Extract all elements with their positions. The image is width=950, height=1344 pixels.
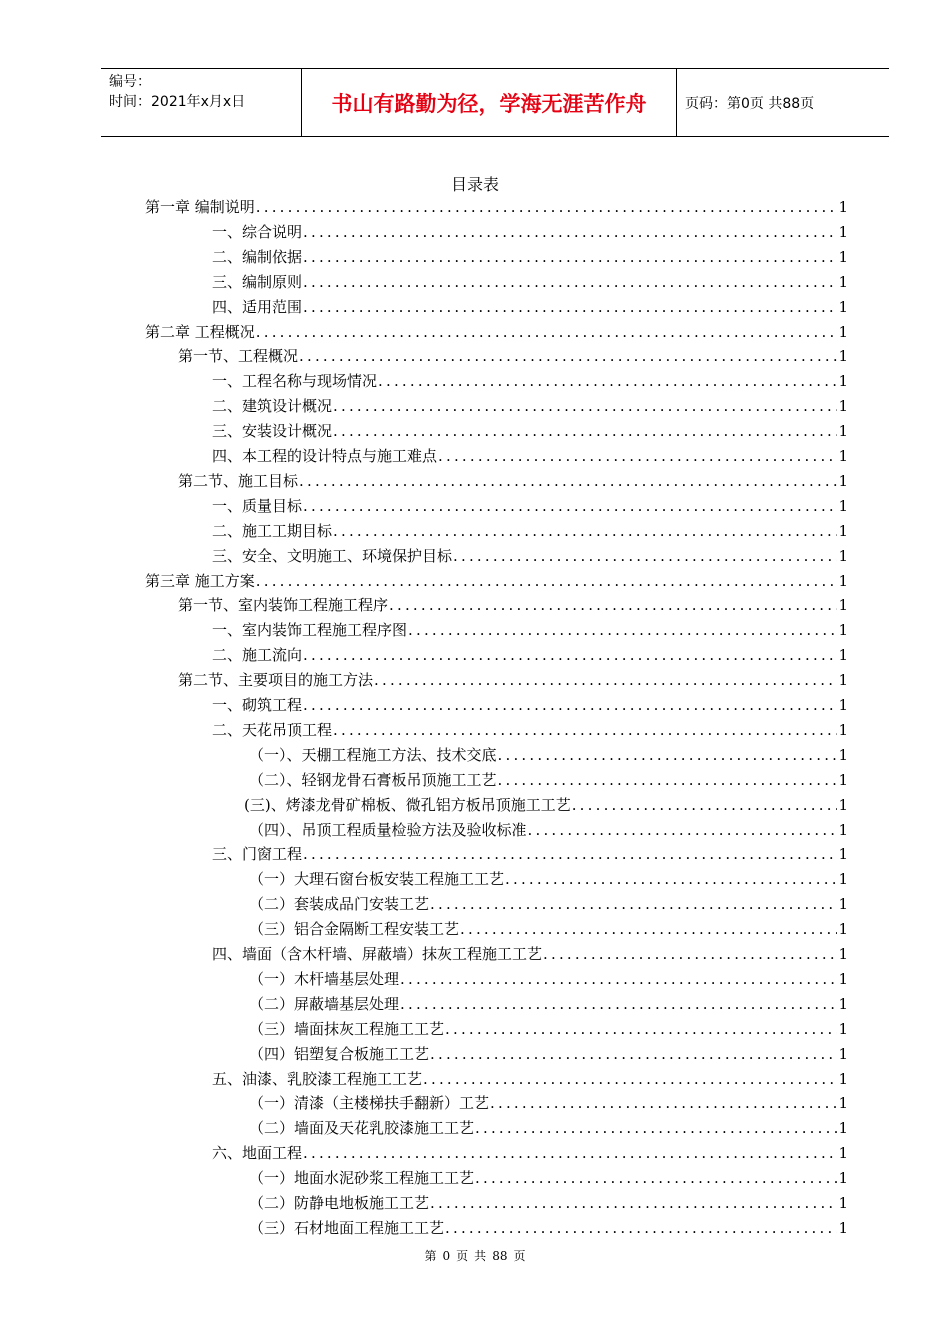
toc-entry-page: 1 <box>838 994 848 1013</box>
toc-entry-title: （四）、吊顶工程质量检验方法及验收标准 <box>249 820 527 839</box>
toc-entry-title: （二）防静电地板施工工艺 <box>249 1194 430 1212</box>
toc-entry[interactable] <box>212 494 848 518</box>
footer-total-word: 共 <box>474 1249 487 1263</box>
toc-entry-page: 1 <box>838 845 848 864</box>
toc-entry-page: 1 <box>838 422 848 441</box>
toc-entry-title: （三）墙面抹灰工程施工工艺 <box>249 1019 445 1038</box>
toc-entry-page: 1 <box>838 696 848 714</box>
toc-leader-dots <box>303 270 837 294</box>
page-footer <box>0 1247 950 1264</box>
toc-entry[interactable] <box>249 1116 848 1140</box>
toc-leader-dots <box>333 718 837 742</box>
toc-leader-dots <box>333 394 837 418</box>
toc-entry[interactable] <box>178 469 848 493</box>
toc-entry-page: 1 <box>838 1144 848 1163</box>
toc-entry-title: （一）木杆墙基层处理 <box>249 969 400 988</box>
toc-entry[interactable] <box>249 768 848 792</box>
toc-leader-dots <box>498 743 838 767</box>
toc-leader-dots <box>498 768 838 792</box>
toc-entry[interactable] <box>212 220 848 244</box>
toc-leader-dots <box>505 867 837 891</box>
toc-entry[interactable] <box>212 245 848 269</box>
toc-entry-page: 1 <box>838 1044 848 1063</box>
toc-entry-title: 六、地面工程 <box>212 1144 303 1163</box>
toc-entry-title: 一、室内装饰工程施工程序图 <box>212 621 408 640</box>
toc-leader-dots <box>408 618 837 642</box>
toc-entry[interactable] <box>145 195 848 219</box>
toc-leader-dots <box>303 220 837 244</box>
toc-entry[interactable] <box>249 743 848 767</box>
toc-leader-dots <box>333 519 837 543</box>
toc-entry-title: 三、门窗工程 <box>212 845 303 864</box>
toc-entry[interactable] <box>249 1042 848 1066</box>
toc-entry-title: （二）墙面及天花乳胶漆施工工艺 <box>249 1119 475 1138</box>
toc-leader-dots <box>303 1141 837 1165</box>
footer-prefix: 第 <box>424 1249 437 1263</box>
toc-entry[interactable] <box>249 1166 848 1190</box>
toc-entry[interactable] <box>212 369 848 393</box>
toc-entry-title: 二、建筑设计概况 <box>212 397 333 416</box>
toc-entry-title: （三）铝合金隔断工程安装工艺 <box>249 920 460 939</box>
toc-entry-title: 二、天花吊顶工程 <box>212 720 333 739</box>
toc-leader-dots <box>430 1042 837 1066</box>
toc-leader-dots <box>374 668 837 692</box>
toc-entry-title: 三、安全、文明施工、环境保护目标 <box>212 546 453 565</box>
toc-entry[interactable] <box>249 917 848 941</box>
toc-entry-title: （三）石材地面工程施工工艺 <box>249 1218 445 1237</box>
toc-entry-page: 1 <box>838 1194 848 1212</box>
toc-entry-page: 1 <box>838 471 848 490</box>
toc-entry[interactable] <box>212 419 848 443</box>
toc-entry-page: 1 <box>838 571 848 590</box>
toc-entry-title: 第三章 施工方案 <box>145 571 255 590</box>
toc-entry-page: 1 <box>838 870 848 889</box>
toc-entry-page: 1 <box>838 397 848 416</box>
toc-entry[interactable] <box>249 992 848 1016</box>
toc-entry[interactable] <box>145 320 848 344</box>
toc-entry-page: 1 <box>838 1019 848 1038</box>
toc-entry[interactable] <box>178 344 848 368</box>
toc-leader-dots <box>438 444 837 468</box>
toc-leader-dots <box>389 593 837 617</box>
toc-leader-dots <box>430 892 837 916</box>
toc-entry[interactable] <box>212 618 848 642</box>
toc-entry[interactable] <box>244 793 848 817</box>
toc-leader-dots <box>528 818 838 842</box>
toc-entry-title: 三、安装设计概况 <box>212 422 333 441</box>
toc-entry-title: 第二节、主要项目的施工方法 <box>178 671 374 690</box>
toc-leader-dots <box>299 469 837 493</box>
toc-entry-title: 一、综合说明 <box>212 222 303 241</box>
toc-entry-title: （二）屏蔽墙基层处理 <box>249 994 400 1013</box>
toc-leader-dots <box>453 544 837 568</box>
toc-entry-page: 1 <box>838 895 848 914</box>
toc-entry[interactable] <box>212 1141 848 1165</box>
toc-entry-title: （一）清漆（主楼梯扶手翻新）工艺 <box>249 1094 490 1113</box>
toc-entry-page: 1 <box>838 621 848 640</box>
toc-entry-title: 第二章 工程概况 <box>145 322 255 341</box>
toc-entry[interactable] <box>249 1091 848 1115</box>
toc-leader-dots <box>303 643 837 667</box>
toc-entry-title: （一）、天棚工程施工方法、技术交底 <box>249 745 497 764</box>
toc-leader-dots <box>299 344 837 368</box>
toc-leader-dots <box>445 1017 837 1041</box>
footer-suffix: 页 <box>513 1249 526 1263</box>
toc-entry-title: 第二节、施工目标 <box>178 471 299 490</box>
toc-leader-dots <box>430 1191 837 1215</box>
toc-entry[interactable] <box>212 444 848 468</box>
toc-entry-page: 1 <box>838 1218 848 1237</box>
toc-entry[interactable] <box>212 942 848 966</box>
toc-entry[interactable] <box>212 718 848 742</box>
toc-entry-page: 1 <box>838 745 848 764</box>
page-header <box>101 68 889 137</box>
toc-entry-title: 第一节、工程概况 <box>178 347 299 366</box>
toc-entry[interactable] <box>212 295 848 319</box>
toc-entry-title: 五、油漆、乳胶漆工程施工工艺 <box>212 1069 423 1088</box>
toc-entry-title: 四、墙面（含木杆墙、屏蔽墙）抹灰工程施工工艺 <box>212 945 543 963</box>
toc-entry[interactable] <box>212 544 848 568</box>
toc-title: 目录表 <box>450 175 499 194</box>
toc-entry-page: 1 <box>838 272 848 291</box>
toc-leader-dots <box>256 320 838 344</box>
toc-entry-title: 第一节、室内装饰工程施工程序 <box>178 596 389 615</box>
toc-entry-title: 二、编制依据 <box>212 247 303 266</box>
toc-entry-title: 二、施工流向 <box>212 646 303 665</box>
toc-entry-page: 1 <box>838 1069 848 1088</box>
toc-leader-dots <box>400 967 837 991</box>
toc-entry-title: 第一章 编制说明 <box>145 198 255 216</box>
footer-page-number: 0 <box>442 1249 451 1263</box>
toc-entry-page: 1 <box>838 447 848 465</box>
toc-entry-page: 1 <box>838 1169 848 1188</box>
toc-leader-dots <box>543 942 837 966</box>
toc-entry-page: 1 <box>838 596 848 615</box>
toc-entry[interactable] <box>249 1216 848 1240</box>
toc-leader-dots <box>475 1166 837 1190</box>
toc-leader-dots <box>256 195 838 219</box>
toc-entry[interactable] <box>249 967 848 991</box>
toc-entry[interactable] <box>145 569 848 593</box>
toc-entry-page: 1 <box>838 198 848 216</box>
toc-entry-title: （四）铝塑复合板施工工艺 <box>249 1044 430 1063</box>
toc-entry-title: 四、本工程的设计特点与施工难点 <box>212 447 438 465</box>
toc-leader-dots <box>423 1067 837 1091</box>
toc-entry-title: （二）套装成品门安装工艺 <box>249 895 430 914</box>
toc-entry-page: 1 <box>838 969 848 988</box>
toc-leader-dots <box>303 693 837 717</box>
toc-leader-dots <box>445 1216 837 1240</box>
header-slogan: 书山有路勤为径，学海无涯苦作舟 <box>302 69 677 136</box>
toc-entry-title: 一、工程名称与现场情况 <box>212 372 378 391</box>
toc-entry[interactable] <box>249 1017 848 1041</box>
toc-entry[interactable] <box>212 643 848 667</box>
toc-entry-page: 1 <box>838 372 848 391</box>
toc-entry-page: 1 <box>838 297 848 316</box>
toc-entry[interactable] <box>249 818 848 842</box>
toc-entry-title: 三、编制原则 <box>212 272 303 291</box>
toc-entry[interactable] <box>212 394 848 418</box>
toc-entry[interactable] <box>212 519 848 543</box>
toc-entry-title: （一）地面水泥砂浆工程施工工艺 <box>249 1169 475 1188</box>
toc-entry-title: 四、适用范围 <box>212 297 303 316</box>
toc-leader-dots <box>303 295 837 319</box>
toc-entry-page: 1 <box>838 671 848 690</box>
toc-entry[interactable] <box>212 693 848 717</box>
toc-entry-page: 1 <box>838 720 848 739</box>
header-meta-cell <box>101 69 302 136</box>
toc-leader-dots <box>460 917 837 941</box>
toc-leader-dots <box>303 494 837 518</box>
toc-entry-title: （二）、轻钢龙骨石膏板吊顶施工工艺 <box>249 770 497 789</box>
header-page-info: 页码：第0页 共88页 <box>685 95 815 112</box>
toc-entry-title: （一）大理石窗台板安装工程施工工艺 <box>249 870 505 889</box>
toc-entry-page: 1 <box>838 920 848 939</box>
toc-entry-page: 1 <box>838 1094 848 1113</box>
footer-page-word: 页 <box>456 1249 469 1263</box>
toc-entry-page: 1 <box>838 247 848 266</box>
toc-leader-dots <box>572 793 838 817</box>
toc-entry[interactable] <box>249 867 848 891</box>
toc-leader-dots <box>490 1091 837 1115</box>
toc-leader-dots <box>378 369 837 393</box>
toc-entry[interactable] <box>178 593 848 617</box>
footer-total-pages: 88 <box>492 1249 508 1263</box>
toc-entry-page: 1 <box>838 820 848 839</box>
toc-leader-dots <box>400 992 837 1016</box>
toc-entry-page: 1 <box>838 546 848 565</box>
toc-entry-page: 1 <box>838 1119 848 1138</box>
toc-entry-page: 1 <box>838 770 848 789</box>
toc-entry-page: 1 <box>838 347 848 366</box>
toc-entry-page: 1 <box>838 945 848 963</box>
toc-entry-page: 1 <box>838 795 848 814</box>
toc-entry[interactable] <box>178 668 848 692</box>
toc-leader-dots <box>303 842 837 866</box>
toc-entry[interactable] <box>212 842 848 866</box>
toc-leader-dots <box>475 1116 837 1140</box>
toc-entry-page: 1 <box>838 222 848 241</box>
toc-entry-page: 1 <box>838 521 848 540</box>
toc-entry[interactable] <box>249 892 848 916</box>
toc-entry-title: 一、砌筑工程 <box>212 696 303 714</box>
toc-entry-title: (三)、烤漆龙骨矿棉板、微孔铝方板吊顶施工工艺 <box>244 795 571 814</box>
toc-entry[interactable] <box>249 1191 848 1215</box>
toc-entry-page: 1 <box>838 646 848 665</box>
toc-entry-title: 一、质量目标 <box>212 496 303 515</box>
toc-leader-dots <box>303 245 837 269</box>
toc-entry[interactable] <box>212 1067 848 1091</box>
toc-entry-title: 二、施工工期目标 <box>212 521 333 540</box>
toc-entry[interactable] <box>212 270 848 294</box>
toc-leader-dots <box>256 569 838 593</box>
toc-entry-page: 1 <box>838 496 848 515</box>
time-label: 时间：2021年x月x日 <box>109 94 246 110</box>
number-label: 编号： <box>109 74 151 90</box>
toc-entry-page: 1 <box>838 322 848 341</box>
toc-leader-dots <box>333 419 837 443</box>
